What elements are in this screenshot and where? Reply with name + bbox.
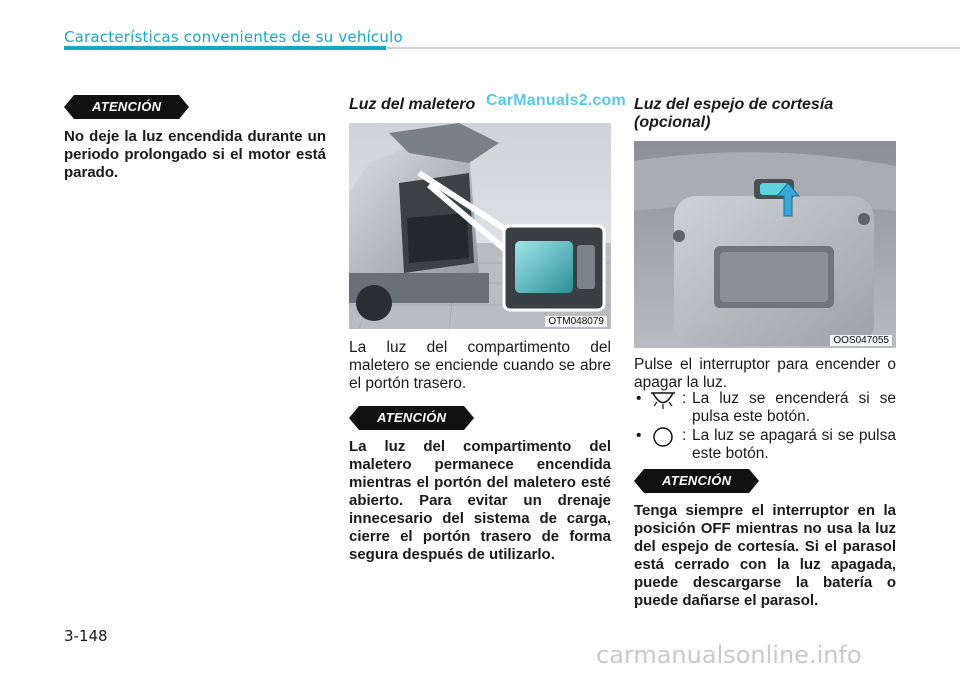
trunk-light-description: La luz del compartimento del maletero se enciende cuando se abre el portón trasero.	[349, 339, 611, 392]
vanity-mirror-illustration	[634, 141, 896, 348]
header-rule-accent	[64, 46, 386, 50]
attention-badge: ATENCIÓN	[644, 469, 749, 493]
lamp-off-icon	[648, 427, 678, 447]
trunk-illustration	[349, 123, 611, 329]
section-title-vanity-mirror-light: Luz del espejo de cortesía (opcional)	[634, 96, 834, 131]
list-item: • : La luz se apagará si se pulsa este botón.	[636, 427, 896, 462]
bullet-text: La luz se encenderá si se pulsa este botón.	[692, 390, 896, 425]
vanity-mirror-figure	[634, 141, 896, 348]
section-title-trunk-light: Luz del maletero	[349, 96, 476, 113]
vanity-mirror-description: Pulse el interruptor para encender o apagar la luz.	[634, 356, 896, 391]
lamp-on-icon	[648, 390, 678, 410]
attention-badge: ATENCIÓN	[359, 406, 464, 430]
vanity-mirror-warning: Tenga siempre el interruptor en la posición OFF mientras no usa la luz del espejo de cortesía. Si el parasol está cerrado con la luz apagada, puede descargarse la batería o puede dañarse el parasol.	[634, 502, 896, 609]
page-header-title: Características convenientes de su vehículo	[64, 28, 403, 46]
watermark: CarManuals2.com	[486, 92, 626, 109]
attention-badge: ATENCIÓN	[74, 95, 179, 119]
bullet-text: La luz se apagará si se pulsa este botón.	[692, 427, 896, 462]
figure-code: OTM048079	[545, 316, 607, 327]
trunk-light-warning: La luz del compartimento del maletero permanece encendida mientras el portón del maletero esté abierto. Para evitar un drenaje innecesario del sistema de carga, cierre el portón trasero de forma segura después de utilizarlo.	[349, 438, 611, 563]
list-item: • : La luz se encenderá si se pulsa este botón.	[636, 390, 896, 425]
figure-code: OOS047055	[830, 335, 892, 346]
attention-text: No deje la luz encendida durante un periodo prolongado si el motor está parado.	[64, 128, 326, 181]
footer-watermark: carmanualsonline.info	[596, 641, 862, 669]
trunk-light-figure	[349, 123, 611, 329]
page-number: 3-148	[64, 627, 108, 645]
